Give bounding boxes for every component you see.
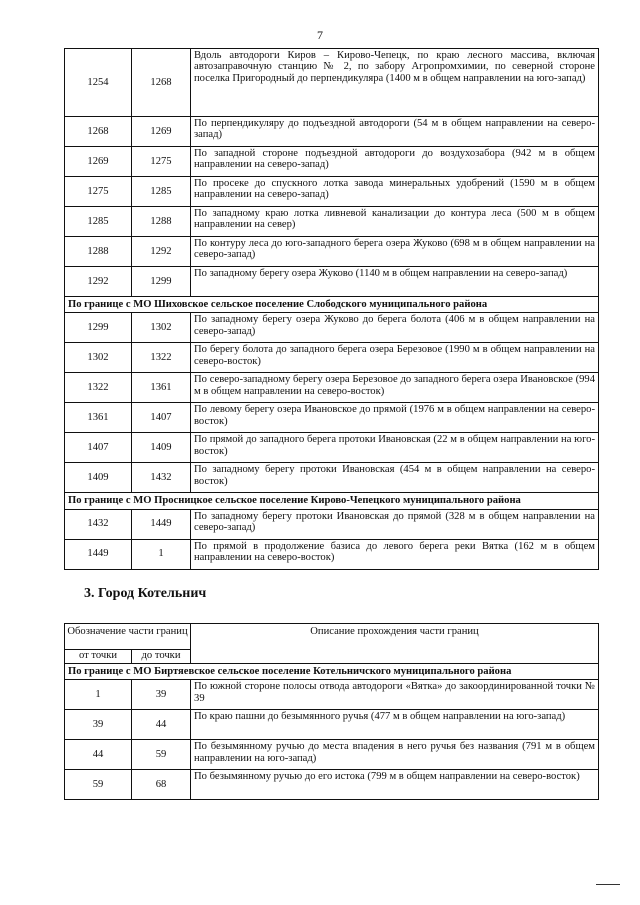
table-row <box>65 463 599 493</box>
to-point: 1407 <box>132 403 191 433</box>
description: По безымянному ручью до места впадения в него ручья без названия (791 м в общем направлении на юго-запад) <box>191 740 599 770</box>
from-point: 1268 <box>65 117 132 147</box>
description: По западному берегу протоки Ивановская до прямой (328 м в общем направлении на северо-запад) <box>191 509 599 539</box>
page-corner-line <box>596 884 620 885</box>
section-title: По границе с МО Биртяевское сельское поселение Котельничского муниципального района <box>65 664 599 680</box>
table-row <box>65 267 599 297</box>
table-row <box>65 509 599 539</box>
table-row <box>65 313 599 343</box>
description: По краю пашни до безымянного ручья (477 м в общем направлении на юго-запад) <box>191 710 599 740</box>
section-row <box>65 493 599 509</box>
to-point: 59 <box>132 740 191 770</box>
to-point: 1302 <box>132 313 191 343</box>
description: По безымянному ручью до его истока (799 м в общем направлении на северо-восток) <box>191 770 599 800</box>
from-point: 1302 <box>65 343 132 373</box>
table-row <box>65 373 599 403</box>
description: Вдоль автодороги Киров – Кирово-Чепецк, по краю лесного массива, включая автозаправочную станцию № 2, по забору Агропромхимии, по северной стороне поселка Пригородный до перпендикуляра (1400 м в общем направлении на юго-запад) <box>191 49 599 117</box>
from-point: 44 <box>65 740 132 770</box>
to-point: 1269 <box>132 117 191 147</box>
from-point: 1407 <box>65 433 132 463</box>
description: По северо-западному берегу озера Березовое до западного берега озера Ивановское (994 м в общем направлении на северо-восток) <box>191 373 599 403</box>
to-point: 1 <box>132 539 191 569</box>
to-point: 1409 <box>132 433 191 463</box>
table-row <box>65 539 599 569</box>
to-point: 1292 <box>132 237 191 267</box>
from-point: 1269 <box>65 147 132 177</box>
description: По западному берегу озера Жуково (1140 м в общем направлении на северо-запад) <box>191 267 599 297</box>
to-point: 1432 <box>132 463 191 493</box>
to-point: 1299 <box>132 267 191 297</box>
section-title: По границе с МО Просницкое сельское поселение Кирово-Чепецкого муниципального района <box>65 493 599 509</box>
from-point: 1254 <box>65 49 132 117</box>
section-row <box>65 297 599 313</box>
table-row <box>65 177 599 207</box>
from-point: 1 <box>65 680 132 710</box>
from-point: 1275 <box>65 177 132 207</box>
from-point: 1285 <box>65 207 132 237</box>
from-point: 1292 <box>65 267 132 297</box>
description: По западному берегу озера Жуково до берега болота (406 м в общем направлении на северо-запад) <box>191 313 599 343</box>
to-point: 1275 <box>132 147 191 177</box>
table-row <box>65 710 599 740</box>
section-title: По границе с МО Шиховское сельское поселение Слободского муниципального района <box>65 297 599 313</box>
table-row <box>65 403 599 433</box>
header-from: от точки <box>65 650 132 664</box>
header-row <box>65 624 599 650</box>
from-point: 1432 <box>65 509 132 539</box>
to-point: 44 <box>132 710 191 740</box>
description: По западному берегу протоки Ивановская (454 м в общем направлении на северо-восток) <box>191 463 599 493</box>
from-point: 1409 <box>65 463 132 493</box>
header-designation: Обозначение части границ <box>65 624 191 650</box>
table-row <box>65 117 599 147</box>
to-point: 1449 <box>132 509 191 539</box>
table-row <box>65 207 599 237</box>
from-point: 1288 <box>65 237 132 267</box>
table-row <box>65 770 599 800</box>
table-row <box>65 147 599 177</box>
table-row <box>65 740 599 770</box>
boundary-table-1 <box>64 48 599 570</box>
description: По перпендикуляру до подъездной автодороги (54 м в общем направлении на северо-запад) <box>191 117 599 147</box>
boundary-table-2 <box>64 623 599 800</box>
to-point: 1361 <box>132 373 191 403</box>
description: По прямой до западного берега протоки Ивановская (22 м в общем направлении на юго-восток) <box>191 433 599 463</box>
to-point: 1285 <box>132 177 191 207</box>
table-row <box>65 343 599 373</box>
from-point: 1322 <box>65 373 132 403</box>
from-point: 1449 <box>65 539 132 569</box>
table-row <box>65 49 599 117</box>
description: По левому берегу озера Ивановское до прямой (1976 м в общем направлении на северо-восток) <box>191 403 599 433</box>
from-point: 39 <box>65 710 132 740</box>
section-heading: 3. Город Котельнич <box>84 586 207 601</box>
to-point: 68 <box>132 770 191 800</box>
from-point: 1299 <box>65 313 132 343</box>
page-number: 7 <box>317 28 323 42</box>
to-point: 1288 <box>132 207 191 237</box>
description: По южной стороне полосы отвода автодороги «Вятка» до закоординированной точки № 39 <box>191 680 599 710</box>
header-description: Описание прохождения части границ <box>191 624 599 664</box>
to-point: 1268 <box>132 49 191 117</box>
to-point: 1322 <box>132 343 191 373</box>
description: По западному краю лотка ливневой канализации до контура леса (500 м в общем направлении на север) <box>191 207 599 237</box>
description: По просеке до спускного лотка завода минеральных удобрений (1590 м в общем направлении на северо-запад) <box>191 177 599 207</box>
section-row <box>65 664 599 680</box>
description: По прямой в продолжение базиса до левого берега реки Вятка (162 м в общем направлении на северо-восток) <box>191 539 599 569</box>
header-to: до точки <box>132 650 191 664</box>
to-point: 39 <box>132 680 191 710</box>
table-row <box>65 433 599 463</box>
from-point: 59 <box>65 770 132 800</box>
description: По контуру леса до юго-западного берега озера Жуково (698 м в общем направлении на северо-запад) <box>191 237 599 267</box>
description: По западной стороне подъездной автодороги до воздухозабора (942 м в общем направлении на северо-запад) <box>191 147 599 177</box>
from-point: 1361 <box>65 403 132 433</box>
table-row <box>65 237 599 267</box>
description: По берегу болота до западного берега озера Березовое (1990 м в общем направлении на северо-восток) <box>191 343 599 373</box>
table-row <box>65 680 599 710</box>
